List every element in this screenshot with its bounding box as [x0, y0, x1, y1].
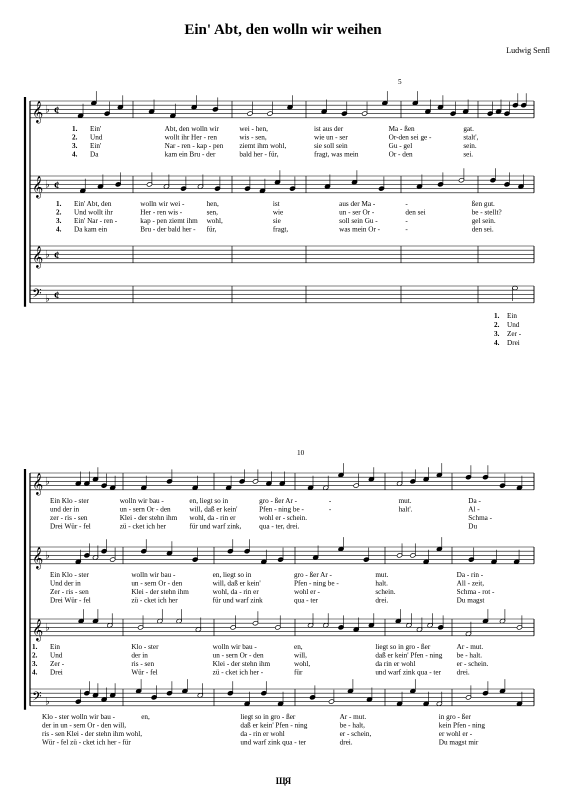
lyric-syllable: gel sein. — [471, 217, 496, 225]
key-signature-flat: ♭ — [45, 104, 50, 116]
verse-number: 4. — [494, 339, 500, 347]
lyric-syllable: daß er kein' Pfen - ning — [375, 651, 443, 660]
bass-clef: 𝄢 — [32, 690, 42, 707]
lyric-syllable: Her - ren wis - — [140, 208, 183, 217]
lyric-syllable: All - zeit, — [456, 579, 485, 588]
lyric-syllable: - — [405, 217, 408, 225]
lyric-syllable: Da — [90, 150, 99, 159]
lyric-syllable: liegt so in gro - ßer — [375, 642, 431, 651]
verse-number: 4. — [72, 150, 78, 159]
lyric-syllable: für und warf zink, — [189, 522, 242, 531]
lyric-syllable: Or-den sei ge - — [388, 133, 432, 142]
lyric-syllable: Klo - ster — [131, 642, 159, 651]
lyric-syllable: Da kam ein — [74, 225, 108, 234]
lyric-syllable: Du magst mir — [438, 738, 479, 747]
lyric-syllable: wolln wir wei - — [140, 199, 185, 208]
lyric-syllable: soll sein Gu - — [339, 217, 378, 225]
lyric-syllable: Ein — [507, 312, 517, 320]
lyric-syllable: Und der in — [50, 579, 81, 588]
lyric-syllable: drei. — [375, 596, 389, 605]
lyric-syllable: wohl er - schein. — [259, 514, 308, 522]
key-signature-flat: ♭ — [45, 179, 50, 191]
lyric-syllable: wolln wir bau - — [119, 496, 164, 505]
lyric-syllable: daß er kein' Pfen - ning — [240, 721, 308, 730]
verse-number: 2. — [56, 208, 62, 217]
lyric-syllable: - — [328, 496, 332, 505]
lyric-syllable: Und — [507, 321, 520, 329]
lyric-syllable: fragt, was mein — [314, 150, 359, 159]
lyric-syllable: Du magst — [456, 596, 485, 605]
verse-number: 3. — [494, 330, 500, 338]
lyric-syllable: Drei — [507, 339, 520, 347]
lyric-syllable: wohl, da - rin er — [212, 588, 259, 596]
lyric-syllable: und warf zink qua - ter — [375, 668, 442, 677]
lyric-syllable: und der in — [50, 505, 80, 514]
lyric-syllable: sie soll sein — [314, 142, 348, 150]
lyric-syllable: zü - cket ich her — [119, 522, 167, 531]
lyric-syllable: Klei - der stehn ihm — [212, 660, 271, 668]
lyric-syllable: - — [405, 225, 408, 234]
lyric-syllable: halt. — [375, 579, 388, 588]
lyric-syllable: Ein' Abt, den — [74, 199, 112, 208]
lyric-syllable: gro - ßer Ar - — [294, 570, 332, 579]
lyric-syllable: wohl, da - rin er — [189, 514, 236, 522]
verse-number: 3. — [56, 217, 62, 225]
lyric-syllable: gro - ßer Ar - — [259, 496, 298, 505]
treble-clef: 𝄞 — [32, 619, 44, 641]
lyric-syllable: Abt, den wolln wir — [164, 124, 219, 133]
lyric-syllable: Pfen - ning be - — [259, 505, 304, 514]
verse-number: 2. — [32, 651, 38, 660]
lyric-syllable: Und — [50, 651, 63, 660]
lyric-syllable: en, — [141, 712, 150, 721]
lyric-syllable: Drei Wür - fel — [50, 596, 91, 605]
treble-clef: 𝄞 — [32, 101, 44, 123]
note-head — [512, 286, 517, 290]
lyric-syllable: will, daß er kein' — [212, 579, 261, 588]
lyric-syllable: zü - cket ich her — [131, 596, 178, 605]
time-signature: ¢ — [54, 289, 60, 302]
publisher-logo: ЩЯ — [275, 776, 291, 786]
lyric-syllable: Klei - der stehn ihm — [131, 588, 189, 596]
lyric-syllable: schein. — [375, 588, 396, 596]
lyric-syllable: ziemt ihm wohl, — [239, 142, 287, 150]
verse-number: 3. — [72, 142, 78, 150]
lyric-syllable: drei. — [456, 668, 470, 677]
lyric-syllable: Zer - — [507, 330, 522, 338]
lyric-syllable: wohl, — [206, 217, 223, 225]
treble-clef: 𝄞 — [32, 473, 44, 495]
key-signature-flat: ♭ — [45, 293, 50, 305]
lyric-syllable: ist aus der — [314, 124, 344, 133]
lyric-syllable: und warf zink qua - ter — [240, 738, 307, 747]
lyric-syllable: Or - den — [388, 150, 413, 159]
lyric-syllable: Gu - gel — [388, 142, 413, 150]
lyric-syllable: wolln wir bau - — [131, 570, 176, 579]
lyric-syllable: Wür - fel — [131, 668, 158, 677]
lyric-syllable: un - sern Or - den — [131, 579, 183, 588]
lyric-syllable: ist — [272, 199, 280, 208]
lyric-syllable: aus der Ma - — [339, 199, 376, 208]
time-signature: ¢ — [54, 104, 60, 117]
lyric-syllable: liegt so in gro - ßer — [240, 712, 296, 721]
lyric-syllable: wei - hen, — [239, 124, 268, 133]
lyric-syllable: da - rin er wohl — [240, 730, 285, 738]
lyric-syllable: wis - sen, — [239, 133, 267, 142]
lyric-syllable: qua - ter, drei. — [259, 522, 300, 531]
lyric-syllable: halt'. — [398, 505, 413, 514]
lyric-syllable: be - halt. — [456, 651, 483, 660]
composer-name: Ludwig Senfl — [506, 46, 550, 55]
lyric-syllable: für und warf zink — [212, 596, 263, 605]
lyric-syllable: Bru - der bald her - — [140, 225, 196, 234]
lyric-syllable: er - schein. — [456, 660, 489, 668]
lyric-syllable: un - sern Or - den — [212, 651, 264, 660]
lyric-syllable: be - halt, — [339, 721, 365, 730]
verse-number: 1. — [494, 312, 500, 320]
lyric-syllable: Ein' Nar - ren - — [74, 217, 118, 225]
bass-clef: 𝄢 — [32, 287, 42, 304]
lyric-syllable: zer - ris - sen — [50, 514, 88, 522]
verse-number: 4. — [32, 668, 38, 677]
lyric-syllable: wie un - ser — [314, 133, 348, 142]
lyric-syllable: der in un - sern Or - den will, — [42, 721, 127, 730]
lyric-syllable: Da - rin - — [456, 570, 484, 579]
verse-number: 3. — [32, 660, 38, 668]
lyric-syllable: zü - cket ich her - — [212, 668, 264, 677]
measure-number: 5 — [398, 78, 402, 86]
lyric-syllable: Schma - rot - — [456, 588, 495, 596]
lyric-syllable: will, daß er kein' — [189, 505, 238, 514]
page-title: Ein' Abt, den wolln wir weihen — [184, 22, 382, 38]
lyric-syllable: kam ein Bru - der — [164, 150, 216, 159]
lyric-syllable: wollt ihr Her - ren — [164, 133, 217, 142]
lyric-syllable: ßen gut. — [471, 199, 495, 208]
lyric-syllable: sen, — [206, 208, 218, 217]
lyric-syllable: Ar - mut. — [456, 642, 484, 651]
lyric-syllable: da rin er wohl — [375, 660, 416, 668]
lyric-syllable: stalt', — [463, 133, 479, 142]
lyric-syllable: Und — [90, 133, 103, 142]
time-signature: ¢ — [54, 179, 60, 192]
lyric-syllable: Klei - der stehn ihm — [119, 514, 178, 522]
lyric-syllable: Ein Klo - ster — [50, 496, 89, 505]
lyric-syllable: was mein Or - — [339, 225, 381, 234]
lyric-syllable: den sei. — [471, 225, 494, 234]
lyric-syllable: gat. — [463, 124, 474, 133]
lyric-syllable: er - schein, — [339, 730, 372, 738]
treble-clef: 𝄞 — [32, 176, 44, 198]
lyric-syllable: en, liegt so in — [189, 496, 229, 505]
lyric-syllable: - — [405, 199, 408, 208]
lyric-syllable: der in — [131, 651, 148, 660]
lyric-syllable: wohl er - — [294, 588, 320, 596]
time-signature: ¢ — [54, 249, 60, 262]
lyric-syllable: kap - pen ziemt ihm — [140, 217, 198, 225]
lyric-syllable: wohl, — [294, 660, 311, 668]
verse-number: 1. — [72, 124, 78, 133]
lyric-syllable: Al - — [468, 505, 480, 514]
verse-number: 2. — [72, 133, 78, 142]
lyric-syllable: Ar - mut. — [339, 712, 367, 721]
lyric-syllable: Ein' — [90, 124, 102, 133]
lyric-syllable: wolln wir bau - — [212, 642, 257, 651]
key-signature-flat: ♭ — [45, 550, 50, 562]
lyric-syllable: un - ser Or - — [339, 208, 375, 217]
lyric-syllable: Klo - ster wolln wir bau - — [42, 712, 116, 721]
lyric-syllable: Wür - fel zü - cket ich her - für — [42, 738, 131, 747]
lyric-syllable: Schma - — [468, 514, 493, 522]
lyric-syllable: bald her - für, — [239, 150, 279, 159]
key-signature-flat: ♭ — [45, 696, 50, 708]
lyric-syllable: Ein' — [90, 142, 102, 150]
lyric-syllable: Da - — [468, 496, 481, 505]
lyric-syllable: Zer - — [50, 660, 65, 668]
lyric-syllable: den sei — [405, 208, 426, 217]
lyric-syllable: en, — [294, 642, 303, 651]
lyric-syllable: kein Pfen - ning — [438, 721, 485, 730]
lyric-syllable: Ma - ßen — [388, 124, 415, 133]
lyric-syllable: wie — [272, 208, 284, 217]
lyric-syllable: in gro - ßer — [438, 712, 471, 721]
lyric-syllable: fragt, — [272, 225, 289, 234]
lyric-syllable: hen, — [206, 199, 219, 208]
lyric-syllable: be - stellt? — [471, 208, 502, 217]
lyric-syllable: Du — [468, 522, 478, 531]
lyric-syllable: Drei Wür - fel — [50, 522, 91, 531]
lyric-syllable: sei. — [463, 150, 474, 159]
lyric-syllable: für, — [206, 225, 217, 234]
verse-number: 2. — [494, 321, 500, 329]
key-signature-flat: ♭ — [45, 476, 50, 488]
verse-number: 4. — [56, 225, 62, 234]
lyric-syllable: Nar - ren - kap - pen — [164, 142, 224, 150]
lyric-syllable: sie — [272, 217, 281, 225]
verse-number: 1. — [56, 199, 62, 208]
lyric-syllable: un - sern Or - den — [119, 505, 171, 514]
lyric-syllable: für — [294, 668, 303, 677]
lyric-syllable: - — [328, 505, 332, 514]
lyric-syllable: Pfen - ning be - — [294, 579, 339, 588]
lyric-syllable: Ein Klo - ster — [50, 570, 89, 579]
lyric-syllable: will, — [294, 651, 307, 660]
lyric-syllable: Zer - ris - sen — [50, 588, 89, 596]
key-signature-flat: ♭ — [45, 249, 50, 261]
measure-number: 10 — [297, 449, 305, 457]
lyric-syllable: Drei — [50, 668, 63, 677]
lyric-syllable: ris - sen — [131, 660, 155, 668]
lyric-syllable: en, liegt so in — [212, 570, 252, 579]
verse-number: 1. — [32, 642, 38, 651]
lyric-syllable: mut. — [375, 570, 389, 579]
lyric-syllable: ris - sen Klei - der stehn ihm wohl, — [42, 730, 143, 738]
lyric-syllable: drei. — [339, 738, 353, 747]
treble-clef: 𝄞 — [32, 246, 44, 268]
lyric-syllable: Ein — [50, 642, 60, 651]
lyric-syllable: Und wollt ihr — [74, 208, 113, 217]
treble-clef: 𝄞 — [32, 547, 44, 569]
lyric-syllable: mut. — [398, 496, 412, 505]
lyric-syllable: qua - ter — [294, 596, 318, 605]
lyric-syllable: sein. — [463, 142, 477, 150]
lyric-syllable: er wohl er - — [438, 730, 473, 738]
key-signature-flat: ♭ — [45, 622, 50, 634]
